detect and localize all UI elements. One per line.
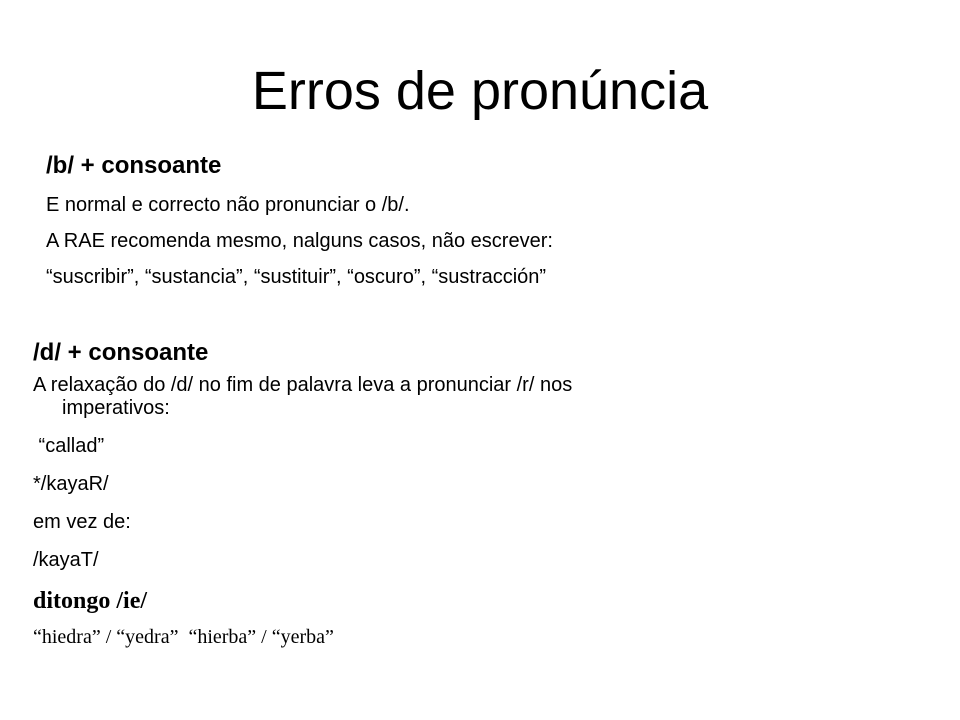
section-d-correct-pronunciation: /kayaT/ xyxy=(33,549,99,571)
section-d-example: “callad” xyxy=(33,435,105,457)
section-b-line-1: E normal e correcto não pronunciar o /b/. xyxy=(46,194,410,216)
section-d-wrong-pronunciation: */kayaR/ xyxy=(33,473,109,495)
section-d-instead-label: em vez de: xyxy=(33,511,131,533)
section-b-line-3: “suscribir”, “sustancia”, “sustituir”, “oscuro”, “sustracción” xyxy=(46,266,547,288)
section-ie-examples: “hiedra” / “yedra” “hierba” / “yerba” xyxy=(33,626,334,648)
slide-title: Erros de pronúncia xyxy=(251,61,709,121)
section-b-line-2: A RAE recomenda mesmo, nalguns casos, não escrever: xyxy=(46,230,553,252)
section-b-consoante xyxy=(46,151,553,299)
section-d-line-1-continuation: imperativos: xyxy=(62,397,170,419)
section-d-heading: /d/ + consoante xyxy=(33,339,209,366)
section-b-heading: /b/ + consoante xyxy=(46,152,222,179)
section-ie-heading: ditongo /ie/ xyxy=(33,588,148,614)
section-d-line-1: A relaxação do /d/ no fim de palavra leva a pronunciar /r/ nos xyxy=(33,374,573,396)
section-d-consoante xyxy=(33,338,572,650)
